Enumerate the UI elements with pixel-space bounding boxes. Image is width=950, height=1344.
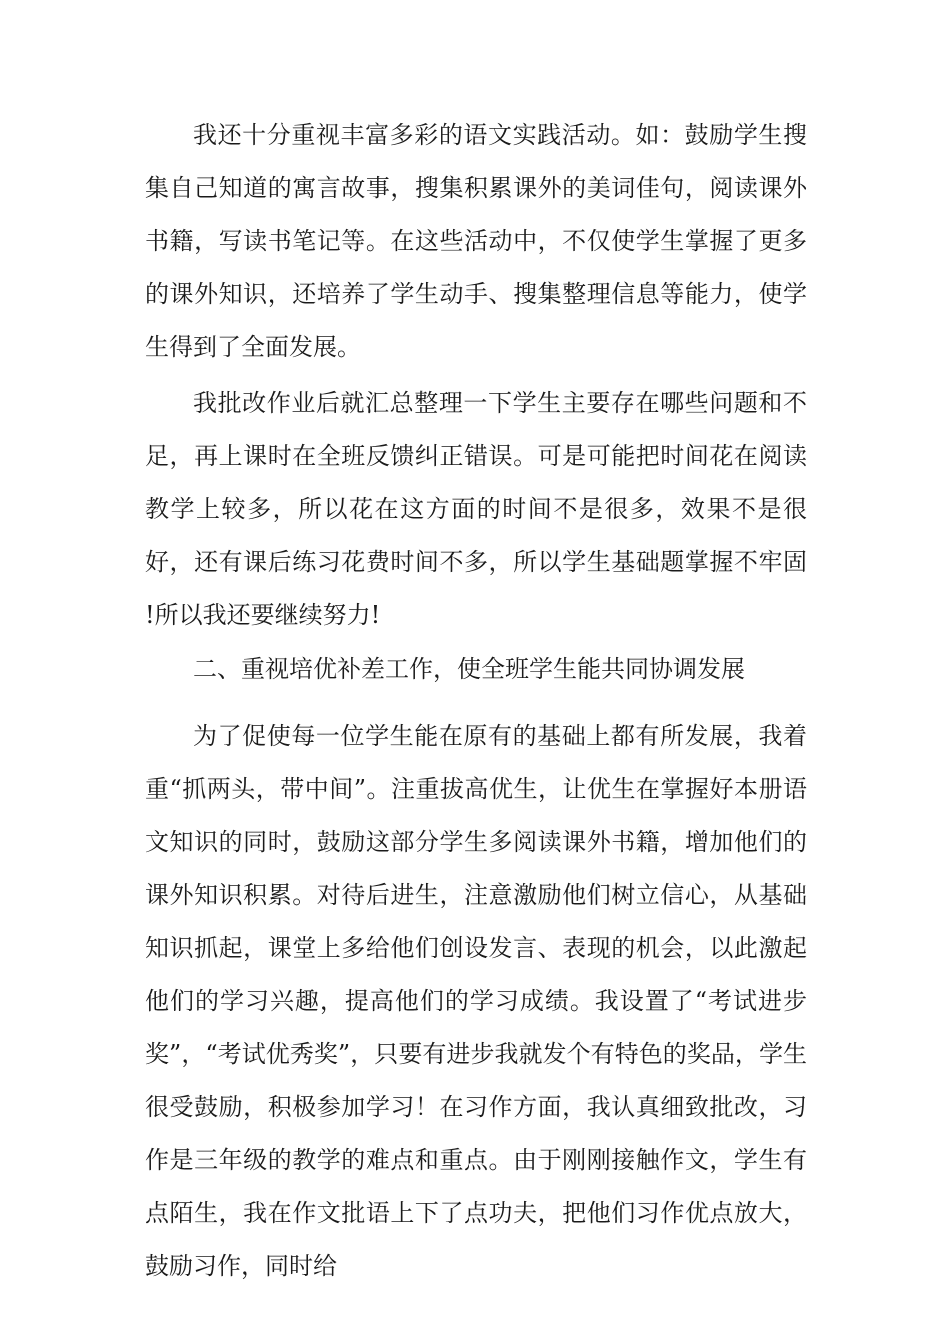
paragraph-homework-correction: 我批改作业后就汇总整理一下学生主要存在哪些问题和不足，再上课时在全班反馈纠正错误。可是可能把时间花在阅读教学上较多，所以花在这方面的时间不是很多，效果不是很好，还有课后练习花费时间不多，所以学生基础题掌握不牢固 !所以我还要继续努力! bbox=[145, 389, 807, 629]
paragraph-practice-activities: 我还十分重视丰富多彩的语文实践活动。如：鼓励学生搜集自己知道的寓言故事，搜集积累课外的美词佳句，阅读课外书籍，写读书笔记等。在这些活动中，不仅使学生掌握了更多的课外知识，还培养了学生动手、搜集整理信息等能力，使学生得到了全面发展。 bbox=[145, 121, 807, 361]
paragraph-tutoring: 为了促使每一位学生能在原有的基础上都有所发展，我着重“抓两头，带中间”。注重拔高优生，让优生在掌握好本册语文知识的同时，鼓励这部分学生多阅读课外书籍，增加他们的课外知识积累。对待后进生，注意激励他们树立信心，从基础知识抓起，课堂上多给他们创设发言、表现的机会，以此激起他们的学习兴趣，提高他们的学习成绩。我设置了“考试进步奖”，“考试优秀奖”，只要有进步我就发个有特色的奖品，学生很受鼓励，积极参加学习！在习作方面，我认真细致批改，习作是三年级的教学的难点和重点。由于刚刚接触作文，学生有点陌生，我在作文批语上下了点功夫，把他们习作优点放大，鼓励习作，同时给 bbox=[145, 722, 807, 1280]
section-heading-two: 二、重视培优补差工作，使全班学生能共同协调发展 bbox=[193, 655, 745, 683]
